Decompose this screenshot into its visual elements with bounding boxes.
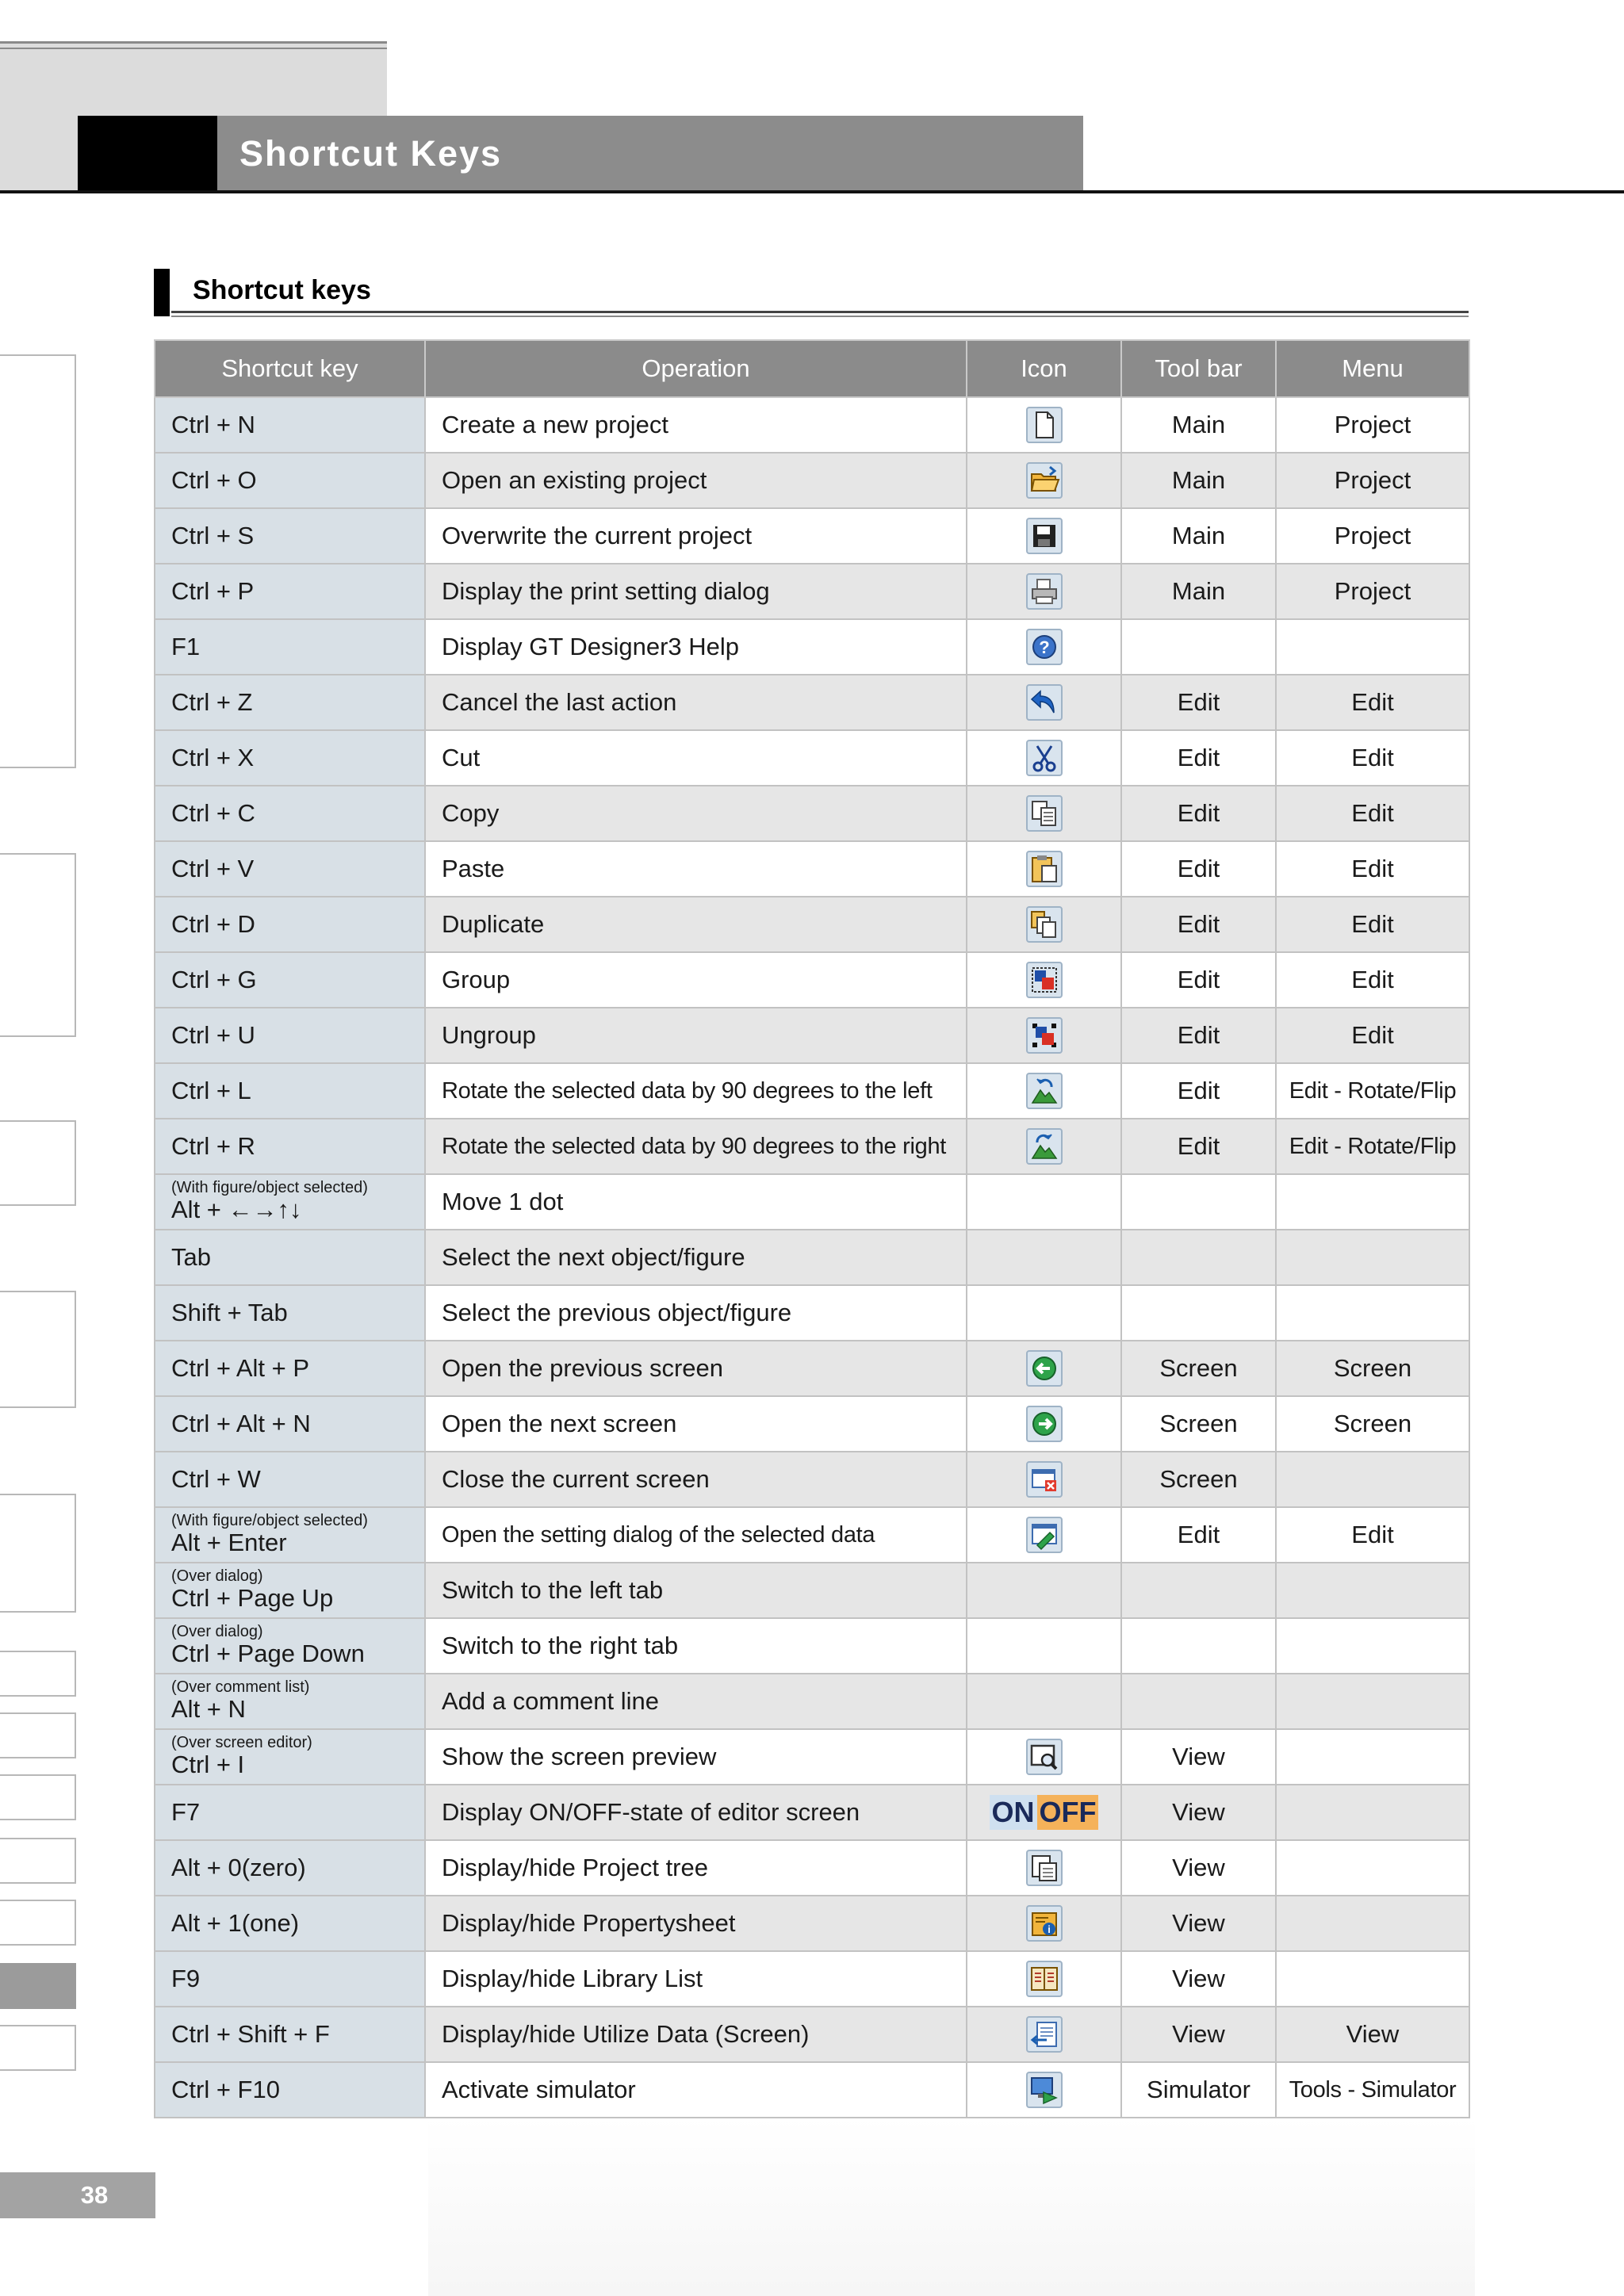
icon-cell: [967, 786, 1121, 841]
ungroup-icon: [1026, 1017, 1063, 1054]
operation-cell: Switch to the right tab: [425, 1618, 967, 1674]
menu-cell: [1276, 1896, 1469, 1951]
menu-cell: [1276, 1840, 1469, 1896]
shortcut-key-cell: Alt + 1(one): [155, 1896, 425, 1951]
toolbar-cell: View: [1121, 1951, 1276, 2007]
on-label: ON: [990, 1795, 1037, 1830]
shortcut-key: Alt + ←→↑↓: [171, 1196, 302, 1223]
table-row: [155, 675, 1469, 730]
operation-cell: Rotate the selected data by 90 degrees to the right: [425, 1119, 967, 1174]
side-index-tab: [0, 1120, 76, 1206]
side-index-tab: [0, 354, 76, 768]
toolbar-cell: Main: [1121, 564, 1276, 619]
header-line: [0, 48, 387, 49]
table-row: [155, 1674, 1469, 1729]
table-row: [155, 1119, 1469, 1174]
duplicate-icon: [1026, 906, 1063, 943]
operation-cell: Copy: [425, 786, 967, 841]
table-row: [155, 453, 1469, 508]
shortcut-key-cell: Tab: [155, 1230, 425, 1285]
menu-cell: Screen: [1276, 1341, 1469, 1396]
shortcut-key: Ctrl + Page Down: [171, 1640, 365, 1667]
menu-cell: Project: [1276, 564, 1469, 619]
icon-cell: [967, 1951, 1121, 2007]
icon-cell: [967, 1230, 1121, 1285]
icon-cell: [967, 1008, 1121, 1063]
shortcut-context-note: (Over dialog): [171, 1567, 263, 1585]
menu-cell: [1276, 1452, 1469, 1507]
group-icon: [1026, 962, 1063, 998]
menu-cell: Edit: [1276, 786, 1469, 841]
previous-screen-icon: [1026, 1350, 1063, 1387]
toolbar-cell: [1121, 1563, 1276, 1618]
shortcut-key-cell: Shift + Tab: [155, 1285, 425, 1341]
section-title: Shortcut keys: [193, 275, 371, 305]
side-index-tab-active: [0, 1963, 76, 2009]
operation-cell: Create a new project: [425, 397, 967, 453]
shortcut-key: Alt + N: [171, 1695, 246, 1723]
header-line: [0, 41, 387, 44]
shortcut-key-cell: Ctrl + P: [155, 564, 425, 619]
table-row: [155, 1618, 1469, 1674]
operation-cell: Display/hide Project tree: [425, 1840, 967, 1896]
new-document-icon: [1026, 407, 1063, 443]
operation-cell: Cut: [425, 730, 967, 786]
toolbar-cell: Edit: [1121, 952, 1276, 1008]
open-folder-icon: [1026, 462, 1063, 499]
table-row: [155, 1063, 1469, 1119]
header-black-block: [78, 116, 217, 192]
icon-cell: [967, 1785, 1121, 1840]
icon-cell: [967, 1341, 1121, 1396]
shortcut-key-cell: Ctrl + Alt + P: [155, 1341, 425, 1396]
table-row: [155, 1507, 1469, 1563]
menu-cell: [1276, 619, 1469, 675]
rotate-left-icon: [1026, 1073, 1063, 1109]
icon-cell: [967, 1674, 1121, 1729]
table-row: [155, 1951, 1469, 2007]
table-row: [155, 1729, 1469, 1785]
icon-cell: [967, 1729, 1121, 1785]
scissors-icon: [1026, 740, 1063, 776]
shortcut-key-cell: [155, 1507, 425, 1563]
shortcut-key-cell: Ctrl + S: [155, 508, 425, 564]
shortcut-context-note: (With figure/object selected): [171, 1512, 368, 1529]
toolbar-cell: Screen: [1121, 1341, 1276, 1396]
side-index-tab: [0, 1291, 76, 1408]
table-row: [155, 897, 1469, 952]
shortcut-key-cell: Ctrl + C: [155, 786, 425, 841]
menu-cell: View: [1276, 2007, 1469, 2062]
icon-cell: [967, 1896, 1121, 1951]
toolbar-cell: Main: [1121, 397, 1276, 453]
menu-cell: Edit: [1276, 1507, 1469, 1563]
menu-cell: [1276, 1618, 1469, 1674]
icon-cell: [967, 897, 1121, 952]
table-row: [155, 1341, 1469, 1396]
shortcut-key-cell: Ctrl + Alt + N: [155, 1396, 425, 1452]
shortcut-key-cell: [155, 1174, 425, 1230]
screen-preview-icon: [1026, 1739, 1063, 1775]
menu-cell: Edit: [1276, 675, 1469, 730]
table-row: [155, 1452, 1469, 1507]
section-rule: [171, 316, 1469, 317]
operation-cell: Display ON/OFF-state of editor screen: [425, 1785, 967, 1840]
menu-cell: [1276, 1951, 1469, 2007]
toolbar-cell: Edit: [1121, 1008, 1276, 1063]
shortcut-key-cell: Ctrl + U: [155, 1008, 425, 1063]
icon-cell: [967, 2062, 1121, 2118]
table-row: [155, 508, 1469, 564]
save-disk-icon: [1026, 518, 1063, 554]
header-rule: [0, 190, 1624, 193]
table-row: [155, 841, 1469, 897]
operation-cell: Display GT Designer3 Help: [425, 619, 967, 675]
shortcut-key-cell: Ctrl + Z: [155, 675, 425, 730]
shortcut-key-cell: Ctrl + X: [155, 730, 425, 786]
operation-cell: Ungroup: [425, 1008, 967, 1063]
toolbar-cell: Main: [1121, 453, 1276, 508]
icon-cell: [967, 1452, 1121, 1507]
setting-dialog-icon: [1026, 1517, 1063, 1553]
icon-cell: [967, 841, 1121, 897]
shortcut-table: [154, 339, 1470, 2118]
operation-cell: Open the next screen: [425, 1396, 967, 1452]
shortcut-key-cell: Ctrl + D: [155, 897, 425, 952]
col-header-tool-bar: Tool bar: [1121, 340, 1276, 397]
toolbar-cell: Edit: [1121, 1507, 1276, 1563]
icon-cell: [967, 619, 1121, 675]
operation-cell: Cancel the last action: [425, 675, 967, 730]
shortcut-key-cell: Ctrl + V: [155, 841, 425, 897]
shortcut-key-cell: Alt + 0(zero): [155, 1840, 425, 1896]
next-screen-icon: [1026, 1406, 1063, 1442]
menu-cell: [1276, 1674, 1469, 1729]
toolbar-cell: [1121, 1230, 1276, 1285]
shortcut-key-cell: Ctrl + O: [155, 453, 425, 508]
operation-cell: Overwrite the current project: [425, 508, 967, 564]
toolbar-cell: Edit: [1121, 786, 1276, 841]
shortcut-context-note: (Over dialog): [171, 1623, 263, 1640]
toolbar-cell: Edit: [1121, 675, 1276, 730]
menu-cell: Edit: [1276, 1008, 1469, 1063]
operation-cell: Display/hide Utilize Data (Screen): [425, 2007, 967, 2062]
table-row: [155, 1563, 1469, 1618]
table-row: [155, 1174, 1469, 1230]
operation-cell: Display/hide Library List: [425, 1951, 967, 2007]
col-header-shortcut-key: Shortcut key: [155, 340, 425, 397]
menu-cell: [1276, 1285, 1469, 1341]
simulator-icon: [1026, 2072, 1063, 2108]
on-off-icon: [990, 1795, 1099, 1830]
table-header-row: [155, 340, 1469, 397]
section-marker: [154, 269, 170, 316]
menu-cell: Edit: [1276, 897, 1469, 952]
table-row: [155, 2007, 1469, 2062]
shortcut-context-note: (With figure/object selected): [171, 1179, 368, 1196]
icon-cell: [967, 397, 1121, 453]
shortcut-context-note: (Over screen editor): [171, 1734, 312, 1751]
table-row: [155, 397, 1469, 453]
operation-cell: Open the setting dialog of the selected data: [425, 1507, 967, 1563]
printer-icon: [1026, 573, 1063, 610]
menu-cell: [1276, 1563, 1469, 1618]
operation-cell: Group: [425, 952, 967, 1008]
menu-cell: [1276, 1729, 1469, 1785]
operation-cell: Paste: [425, 841, 967, 897]
shortcut-key-cell: F9: [155, 1951, 425, 2007]
side-index-tab: [0, 1651, 76, 1697]
operation-cell: Display/hide Propertysheet: [425, 1896, 967, 1951]
shortcut-key-cell: [155, 1618, 425, 1674]
col-header-icon: Icon: [967, 340, 1121, 397]
side-index-tab: [0, 1712, 76, 1758]
icon-cell: [967, 1840, 1121, 1896]
operation-cell: Select the next object/figure: [425, 1230, 967, 1285]
shortcut-key-cell: [155, 1674, 425, 1729]
shortcut-key: Alt + Enter: [171, 1529, 287, 1556]
table-row: [155, 1840, 1469, 1896]
toolbar-cell: View: [1121, 2007, 1276, 2062]
icon-cell: [967, 1507, 1121, 1563]
menu-cell: Edit: [1276, 730, 1469, 786]
propertysheet-icon: [1026, 1905, 1063, 1942]
table-row: [155, 1396, 1469, 1452]
icon-cell: [967, 730, 1121, 786]
project-tree-icon: [1026, 1850, 1063, 1886]
operation-cell: Add a comment line: [425, 1674, 967, 1729]
table-row: [155, 1896, 1469, 1951]
shortcut-key-cell: F7: [155, 1785, 425, 1840]
shortcut-key-cell: Ctrl + W: [155, 1452, 425, 1507]
shortcut-key-cell: Ctrl + L: [155, 1063, 425, 1119]
off-label: OFF: [1037, 1795, 1099, 1830]
icon-cell: [967, 1285, 1121, 1341]
page-fade: [428, 2117, 1475, 2296]
toolbar-cell: Edit: [1121, 730, 1276, 786]
icon-cell: [967, 1063, 1121, 1119]
shortcut-key-cell: F1: [155, 619, 425, 675]
operation-cell: Open the previous screen: [425, 1341, 967, 1396]
menu-cell: Screen: [1276, 1396, 1469, 1452]
icon-cell: [967, 2007, 1121, 2062]
table-row: [155, 952, 1469, 1008]
table-row: [155, 619, 1469, 675]
shortcut-key-cell: Ctrl + N: [155, 397, 425, 453]
menu-cell: Project: [1276, 397, 1469, 453]
menu-cell: Edit - Rotate/Flip: [1276, 1063, 1469, 1119]
help-icon: [1026, 629, 1063, 665]
toolbar-cell: Screen: [1121, 1452, 1276, 1507]
undo-icon: [1026, 684, 1063, 721]
operation-cell: Duplicate: [425, 897, 967, 952]
table-row: [155, 1785, 1469, 1840]
shortcut-key-cell: Ctrl + G: [155, 952, 425, 1008]
toolbar-cell: [1121, 619, 1276, 675]
operation-cell: Move 1 dot: [425, 1174, 967, 1230]
menu-cell: [1276, 1785, 1469, 1840]
shortcut-key: Ctrl + I: [171, 1751, 245, 1778]
col-header-operation: Operation: [425, 340, 967, 397]
toolbar-cell: Screen: [1121, 1396, 1276, 1452]
side-index-tab: [0, 853, 76, 1037]
side-index-tab: [0, 1774, 76, 1820]
toolbar-cell: Edit: [1121, 1063, 1276, 1119]
icon-cell: [967, 453, 1121, 508]
col-header-menu: Menu: [1276, 340, 1469, 397]
operation-cell: Open an existing project: [425, 453, 967, 508]
page-title: Shortcut Keys: [239, 133, 503, 174]
side-index-tab: [0, 1838, 76, 1884]
table-row: [155, 564, 1469, 619]
operation-cell: Rotate the selected data by 90 degrees to the left: [425, 1063, 967, 1119]
utilize-data-icon: [1026, 2016, 1063, 2053]
toolbar-cell: [1121, 1174, 1276, 1230]
shortcut-key-cell: Ctrl + F10: [155, 2062, 425, 2118]
close-screen-icon: [1026, 1461, 1063, 1498]
shortcut-key-cell: [155, 1563, 425, 1618]
toolbar-cell: Main: [1121, 508, 1276, 564]
operation-cell: Select the previous object/figure: [425, 1285, 967, 1341]
toolbar-cell: Edit: [1121, 897, 1276, 952]
operation-cell: Switch to the left tab: [425, 1563, 967, 1618]
toolbar-cell: [1121, 1674, 1276, 1729]
table-row: [155, 1230, 1469, 1285]
toolbar-cell: View: [1121, 1840, 1276, 1896]
toolbar-cell: [1121, 1285, 1276, 1341]
menu-cell: [1276, 1230, 1469, 1285]
shortcut-key: Ctrl + Page Up: [171, 1584, 334, 1612]
table-row: [155, 786, 1469, 841]
side-index-tab: [0, 2025, 76, 2071]
rotate-right-icon: [1026, 1128, 1063, 1165]
table-row: [155, 1008, 1469, 1063]
icon-cell: [967, 508, 1121, 564]
toolbar-cell: Edit: [1121, 1119, 1276, 1174]
operation-cell: Show the screen preview: [425, 1729, 967, 1785]
side-index-tab: [0, 1900, 76, 1946]
table-row: [155, 2062, 1469, 2118]
toolbar-cell: [1121, 1618, 1276, 1674]
toolbar-cell: Simulator: [1121, 2062, 1276, 2118]
menu-cell: Project: [1276, 453, 1469, 508]
menu-cell: Edit: [1276, 841, 1469, 897]
paste-icon: [1026, 851, 1063, 887]
shortcut-key-cell: Ctrl + R: [155, 1119, 425, 1174]
operation-cell: Display the print setting dialog: [425, 564, 967, 619]
shortcut-key-cell: Ctrl + Shift + F: [155, 2007, 425, 2062]
table-row: [155, 1285, 1469, 1341]
svg-text:i: i: [1047, 1923, 1051, 1935]
menu-cell: Project: [1276, 508, 1469, 564]
operation-cell: Close the current screen: [425, 1452, 967, 1507]
menu-cell: [1276, 1174, 1469, 1230]
menu-cell: Tools - Simulator: [1276, 2062, 1469, 2118]
icon-cell: [967, 1563, 1121, 1618]
library-list-icon: [1026, 1961, 1063, 1997]
icon-cell: [967, 1119, 1121, 1174]
icon-cell: [967, 952, 1121, 1008]
toolbar-cell: View: [1121, 1785, 1276, 1840]
shortcut-context-note: (Over comment list): [171, 1678, 310, 1696]
menu-cell: Edit: [1276, 952, 1469, 1008]
toolbar-cell: Edit: [1121, 841, 1276, 897]
toolbar-cell: View: [1121, 1896, 1276, 1951]
icon-cell: [967, 1174, 1121, 1230]
menu-cell: Edit - Rotate/Flip: [1276, 1119, 1469, 1174]
icon-cell: [967, 1618, 1121, 1674]
shortcut-key-cell: [155, 1729, 425, 1785]
side-index-tab: [0, 1494, 76, 1613]
icon-cell: [967, 564, 1121, 619]
icon-cell: [967, 1396, 1121, 1452]
icon-cell: [967, 675, 1121, 730]
page-number: 38: [80, 2181, 109, 2209]
operation-cell: Activate simulator: [425, 2062, 967, 2118]
copy-icon: [1026, 795, 1063, 832]
table-row: [155, 730, 1469, 786]
section-rule: [171, 311, 1469, 313]
svg-text:?: ?: [1038, 637, 1050, 657]
toolbar-cell: View: [1121, 1729, 1276, 1785]
